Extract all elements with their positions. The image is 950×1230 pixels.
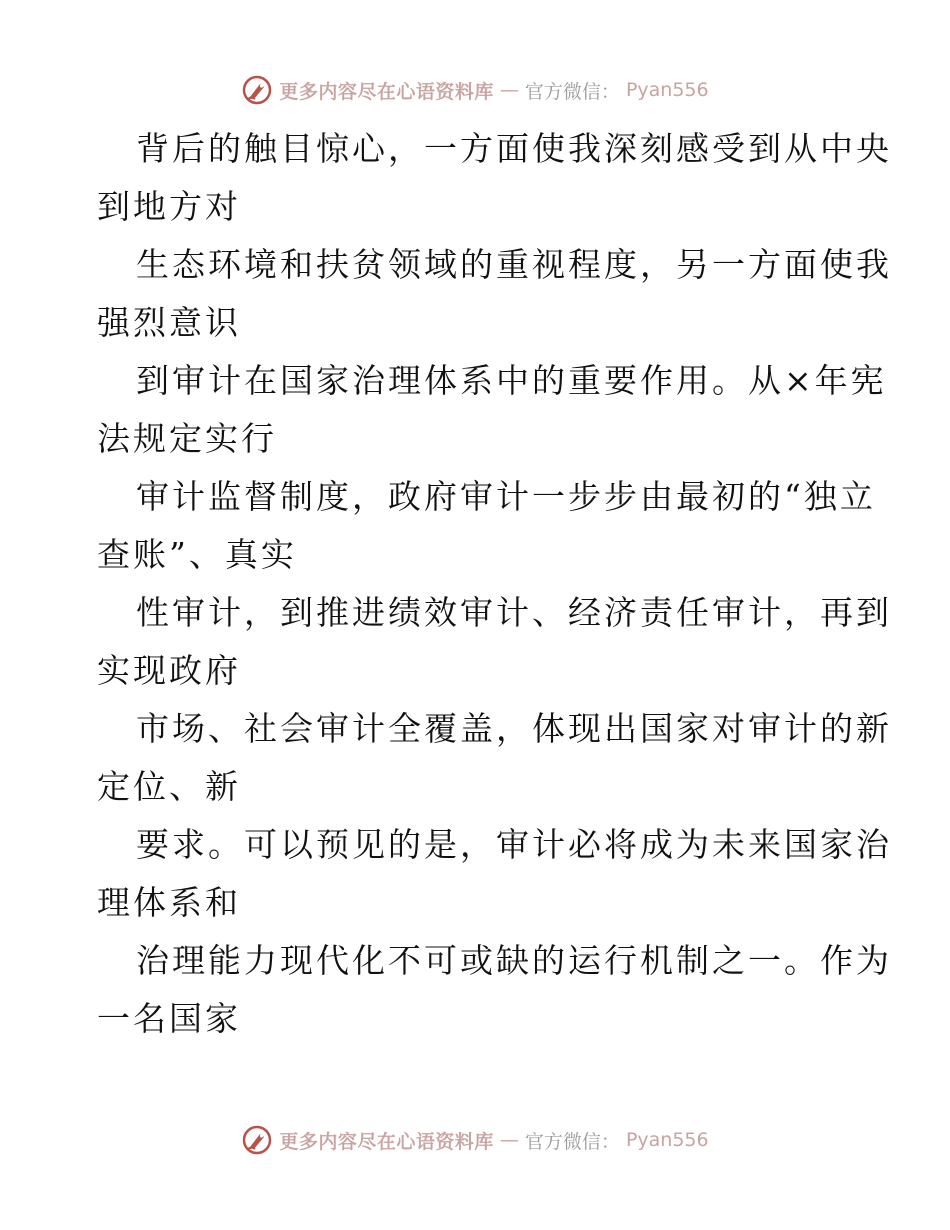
watermark-wechat-id: Pyan556 [625, 79, 709, 101]
watermark-brand-text: 更多内容尽在心语资料库 [279, 80, 494, 103]
watermark-dash: — [499, 79, 519, 101]
paragraph [97, 352, 887, 468]
paragraph-continuation-line: 一名国家 [97, 999, 241, 1038]
paragraph-continuation-line: 理体系和 [97, 883, 241, 922]
document-body [97, 120, 892, 1048]
footer-watermark [0, 1120, 950, 1160]
paragraph-first-line: 治理能力现代化不可或缺的运行机制之一。作为 [136, 941, 892, 980]
paragraph [97, 816, 892, 932]
paragraph [97, 932, 892, 1048]
watermark-brand-text: 更多内容尽在心语资料库 [279, 1130, 494, 1153]
paragraph-first-line: 到审计在国家治理体系中的重要作用。从×年宪 [136, 361, 887, 400]
paragraph-first-line: 性审计，到推进绩效审计、经济责任审计，再到 [136, 593, 892, 632]
paragraph-first-line: 审计监督制度，政府审计一步步由最初的“独立 [136, 477, 876, 516]
paragraph-first-line: 要求。可以预见的是，审计必将成为未来国家治 [136, 825, 892, 864]
pen-nib-logo-icon [241, 74, 273, 106]
paragraph [97, 700, 892, 816]
paragraph-first-line: 市场、社会审计全覆盖，体现出国家对审计的新 [136, 709, 892, 748]
paragraph [97, 120, 892, 236]
paragraph [97, 584, 892, 700]
watermark-wechat-label: 官方微信： [524, 1130, 620, 1153]
watermark-wechat-id: Pyan556 [625, 1129, 709, 1151]
paragraph-first-line: 背后的触目惊心，一方面使我深刻感受到从中央 [136, 129, 892, 168]
watermark-dash: — [499, 1129, 519, 1151]
watermark-wechat-label: 官方微信： [524, 80, 620, 103]
paragraph-continuation-line: 定位、新 [97, 767, 241, 806]
pen-nib-logo-icon [241, 1124, 273, 1156]
paragraph-continuation-line: 到地方对 [97, 187, 241, 226]
header-watermark [0, 70, 950, 110]
paragraph-first-line: 生态环境和扶贫领域的重视程度，另一方面使我 [136, 245, 892, 284]
paragraph-continuation-line: 强烈意识 [97, 303, 241, 342]
paragraph [97, 468, 876, 584]
paragraph-continuation-line: 查账”、真实 [97, 535, 297, 574]
paragraph [97, 236, 892, 352]
paragraph-continuation-line: 法规定实行 [97, 419, 277, 458]
paragraph-continuation-line: 实现政府 [97, 651, 241, 690]
